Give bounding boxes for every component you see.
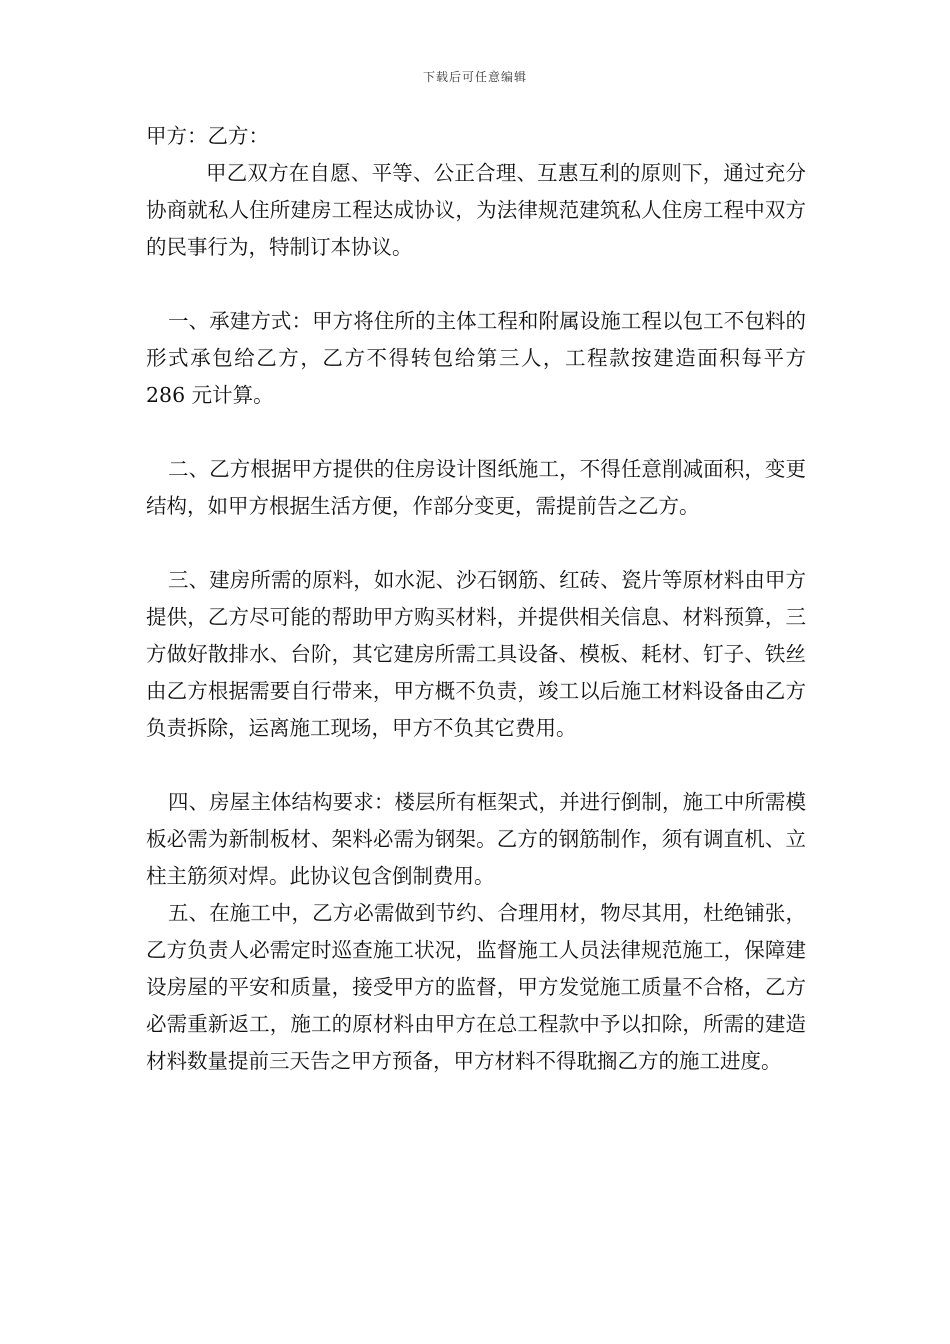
intro-paragraph: 甲乙双方在自愿、平等、公正合理、互惠互利的原则下，通过充分协商就私人住所建房工程达成协议，为法律规范建筑私人住房工程中双方的民事行为，特制订本协议。: [146, 161, 806, 259]
paragraph-gap: [146, 414, 806, 451]
header-note: 下载后可任意编辑: [422, 70, 527, 84]
clause-1: 一、承建方式：甲方将住所的主体工程和附属设施工程以包工不包料的形式承包给乙方，乙方不得转包给第三人，工程款按建造面积每平方 286 元计算。: [146, 309, 806, 407]
clause-3: 三、建房所需的原料，如水泥、沙石钢筋、红砖、瓷片等原材料由甲方提供，乙方尽可能的帮助甲方购买材料，并提供相关信息、材料预算，三方做好散排水、台阶，其它建房所需工具设备、模板、耗材、钉子、铁丝由乙方根据需要自行带来，甲方概不负责，竣工以后施工材料设备由乙方负责拆除，运离施工现场，甲方不负其它费用。: [146, 568, 806, 740]
clause-2: 二、乙方根据甲方提供的住房设计图纸施工，不得任意削减面积，变更结构，如甲方根据生活方便，作部分变更，需提前告之乙方。: [146, 457, 806, 518]
clause-5: 五、在施工中，乙方必需做到节约、合理用材，物尽其用，杜绝铺张，乙方负责人必需定时巡查施工状况，监督施工人员法律规范施工，保障建设房屋的平安和质量，接受甲方的监督，甲方发觉施工质量不合格，乙方必需重新返工，施工的原材料由甲方在总工程款中予以扣除，所需的建造材料数量提前三天告之甲方预备，甲方材料不得耽搁乙方的施工进度。: [146, 901, 806, 1073]
parties-line: 甲方：乙方：: [146, 124, 269, 148]
clause-4: 四、房屋主体结构要求：楼层所有框架式，并进行倒制，施工中所需模板必需为新制板材、架料必需为钢架。乙方的钢筋制作，须有调直机、立柱主筋须对焊。此协议包含倒制费用。: [146, 790, 806, 888]
paragraph-gap: [146, 747, 806, 784]
paragraph-gap: [146, 266, 806, 303]
document-body: [146, 118, 806, 1080]
paragraph-gap: [146, 525, 806, 562]
